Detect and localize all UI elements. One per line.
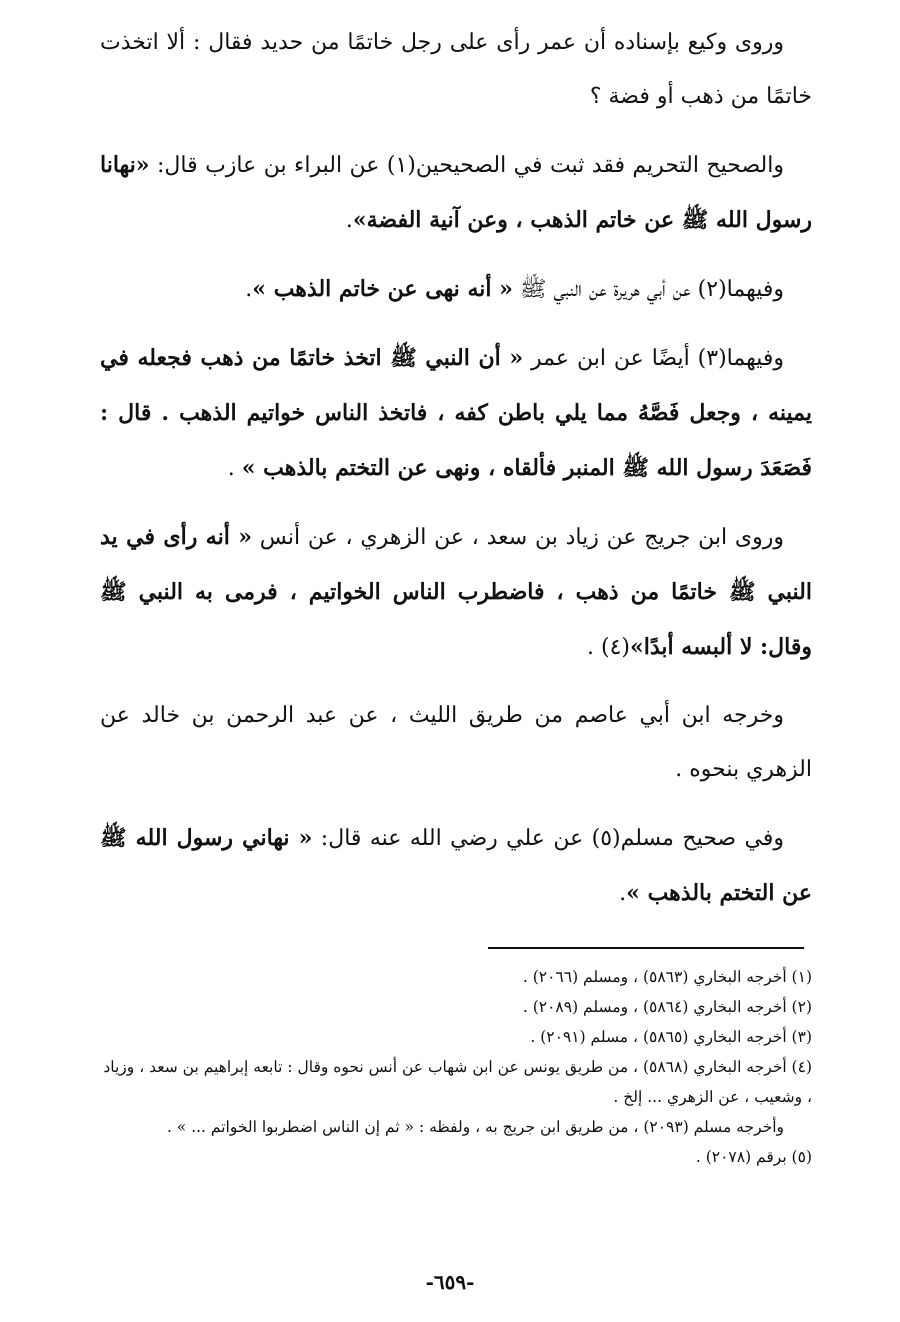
- paragraph-5: [100, 510, 812, 675]
- paragraph-6: [100, 689, 812, 797]
- paragraph-2: [100, 138, 812, 248]
- paragraph-5-quote: « أنه رأى في يد النبي ﷺ خاتمًا من ذهب ، فاضطرب الناس الخواتيم ، فرمى به النبي ﷺ وقال: لا ألبسه أبدًا»: [100, 524, 812, 660]
- page-number: -٦٥٩-: [425, 1270, 475, 1294]
- footnote-2: (٢) أخرجه البخاري (٥٨٦٤) ، ومسلم (٢٠٨٩) .: [522, 998, 812, 1016]
- footnotes: [100, 962, 812, 1172]
- paragraph-3-tail: .: [245, 277, 253, 302]
- paragraph-2-tail: .: [345, 208, 353, 233]
- paragraph-7-lead: وفي صحيح مسلم(٥) عن علي رضي الله عنه قال:: [312, 826, 784, 851]
- footnote-3: (٣) أخرجه البخاري (٥٨٦٥) ، مسلم (٢٠٩١) .: [530, 1028, 812, 1046]
- paragraph-4-quote: « أن النبي ﷺ اتخذ خاتمًا من ذهب فجعله في يمينه ، وجعل فَصَّهُ مما يلي باطن كفه ، فاتخذ الناس خواتيم الذهب . قال : فَصَعَدَ رسول الله ﷺ المنبر فألقاه ، ونهى عن التختم بالذهب »: [100, 345, 812, 481]
- paragraph-3-lead: وفيهما(٢) عن أبي هريرة عن النبي ﷺ: [512, 277, 784, 302]
- paragraph-7: [100, 811, 812, 921]
- paragraph-5-tail: (٤) .: [587, 635, 630, 660]
- paragraph-4-tail: .: [227, 456, 242, 481]
- paragraph-2-lead: والصحيح التحريم فقد ثبت في الصحيحين(١) عن البراء بن عازب قال:: [149, 153, 784, 178]
- main-text: [100, 16, 812, 935]
- paragraph-3: [100, 262, 812, 317]
- footnote-4-continuation: وأخرجه مسلم (٢٠٩٣) ، من طريق ابن جريج به ، ولفظه : « ثم إن الناس اضطربوا الخواتم ... » .: [166, 1118, 784, 1136]
- paragraph-3-quote: « أنه نهى عن خاتم الذهب »: [252, 276, 513, 302]
- paragraph-7-quote: « نهاني رسول الله ﷺ عن التختم بالذهب »: [100, 825, 812, 906]
- footnote-4: (٤) أخرجه البخاري (٥٨٦٨) ، من طريق يونس عن ابن شهاب عن أنس نحوه وقال : تابعه إبراهيم بن سعد ، وزياد ، وشعيب ، عن الزهري ... إلخ .: [103, 1058, 812, 1106]
- paragraph-4-lead: وفيهما(٣) أيضًا عن ابن عمر: [523, 346, 784, 371]
- paragraph-5-lead: وروى ابن جريج عن زياد بن سعد ، عن الزهري ، عن أنس: [252, 525, 784, 550]
- paragraph-1: [100, 16, 812, 124]
- paragraph-4: [100, 331, 812, 496]
- paragraph-7-tail: .: [619, 881, 627, 906]
- paragraph-2-quote: «نهانا رسول الله ﷺ عن خاتم الذهب ، وعن آنية الفضة»: [100, 152, 812, 233]
- footnote-divider: [488, 947, 804, 949]
- footnote-5: (٥) برقم (٢٠٧٨) .: [695, 1148, 812, 1166]
- paragraph-6-text: وخرجه ابن أبي عاصم من طريق الليث ، عن عبد الرحمن بن خالد عن الزهري بنحوه .: [100, 703, 812, 782]
- paragraph-1-text: وروى وكيع بإسناده أن عمر رأى على رجل خاتمًا من حديد فقال : ألا اتخذت خاتمًا من ذهب أو فضة ؟: [100, 30, 812, 109]
- footnote-1: (١) أخرجه البخاري (٥٨٦٣) ، ومسلم (٢٠٦٦) .: [522, 968, 812, 986]
